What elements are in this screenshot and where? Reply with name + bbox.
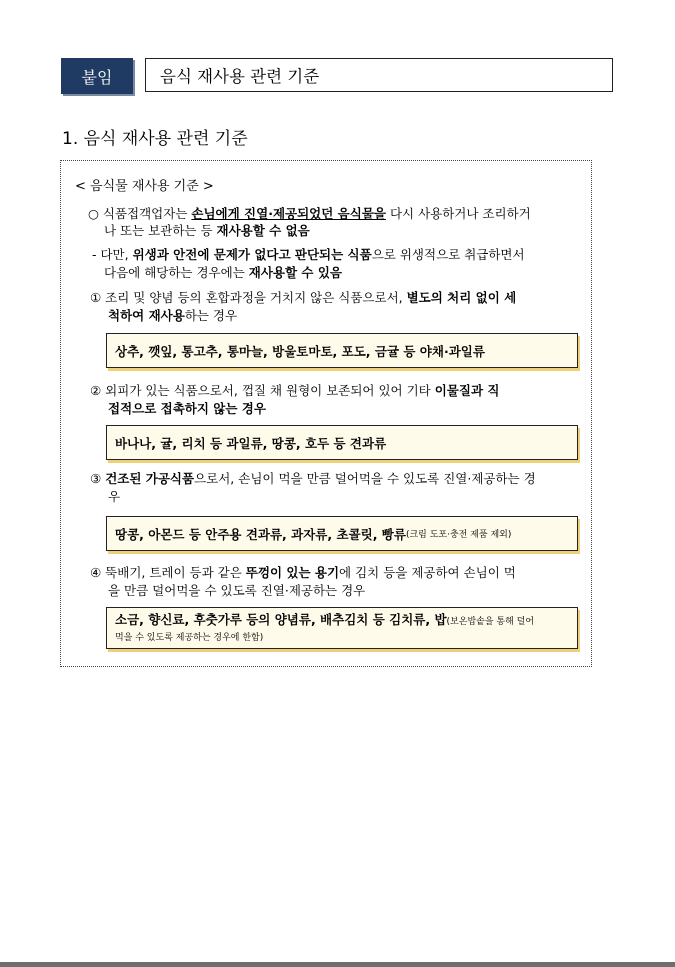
item2-example-box: 바나나, 귤, 리치 등 과일류, 땅콩, 호두 등 견과류 <box>106 425 578 460</box>
box-subtitle: < 음식물 재사용 기준 > <box>75 179 214 194</box>
text-bold: 척하여 재사용 <box>108 308 185 323</box>
item1-line-2 <box>108 307 237 324</box>
dash-line-1 <box>92 246 525 263</box>
item1-example-box: 상추, 깻잎, 통고추, 통마늘, 방울토마토, 포도, 금귤 등 야채·과일류 <box>106 333 578 368</box>
attachment-tag: 붙임 <box>61 58 133 94</box>
text-bold: 소금, 향신료, 후춧가루 등의 양념류, 배추김치 등 김치류, 밥 <box>115 612 447 627</box>
example-note: (크림 도포·충전 제품 제외) <box>405 530 512 540</box>
item3-line-2: 우 <box>108 489 121 504</box>
text: 에 김치 등을 제공하여 손님이 먹 <box>339 565 516 580</box>
item3-line-1 <box>90 470 536 487</box>
text: ④ 뚝배기, 트레이 등과 같은 <box>90 565 246 580</box>
text: 으로서, 손님이 먹을 만큼 덜어먹을 수 있도록 진열·제공하는 경 <box>194 471 536 486</box>
page-bottom-bar <box>0 962 675 967</box>
document-title: 음식 재사용 관련 기준 <box>145 58 613 92</box>
text: 하는 경우 <box>184 308 238 323</box>
text: 나 또는 보관하는 등 <box>104 223 217 238</box>
text-bold: 건조된 가공식품 <box>105 471 195 486</box>
text: - 다만, <box>92 247 133 262</box>
example-note: (보온밥솥을 통해 덜어 <box>446 617 535 627</box>
text-bold: 별도의 처리 없이 세 <box>406 290 517 305</box>
text-bold: 재사용할 수 없음 <box>216 223 310 238</box>
text-underlined: 손님에게 진열·제공되었던 음식물을 <box>191 206 386 221</box>
text-bold: 재사용할 수 있음 <box>248 265 342 280</box>
dash-line-2 <box>104 264 342 281</box>
item4-line-2: 을 만큼 덜어먹을 수 있도록 진열·제공하는 경우 <box>108 583 366 598</box>
item4-example-line-1 <box>115 612 577 630</box>
item1-line-1 <box>90 289 516 306</box>
text-bold: 위생과 안전에 문제가 없다고 판단되는 식품 <box>132 247 372 262</box>
text-bold: 땅콩, 아몬드 등 안주용 견과류, 과자류, 초콜릿, 빵류 <box>115 526 406 542</box>
bullet-line-2 <box>104 222 310 239</box>
bullet-line-1 <box>88 205 531 222</box>
text: 다음에 해당하는 경우에는 <box>104 265 249 280</box>
text: ③ <box>90 471 106 486</box>
item4-example-box <box>106 607 578 649</box>
text: 으로 위생적으로 취급하면서 <box>371 247 525 262</box>
section-heading: 1. 음식 재사용 관련 기준 <box>62 129 248 149</box>
text: ○ 식품접객업자는 <box>88 206 192 221</box>
item4-example-line-2: 먹을 수 있도록 제공하는 경우에 한함) <box>115 633 264 643</box>
item2-line-2: 접적으로 접촉하지 않는 경우 <box>108 401 266 416</box>
item3-example-box <box>106 516 578 551</box>
text-bold: 이물질과 직 <box>434 383 500 398</box>
item2-line-1 <box>90 382 499 399</box>
text: ② 외피가 있는 식품으로서, 껍질 채 원형이 보존되어 있어 기타 <box>90 383 435 398</box>
item4-line-1 <box>90 564 516 581</box>
text: ① 조리 및 양념 등의 혼합과정을 거치지 않은 식품으로서, <box>90 290 407 305</box>
text-bold: 뚜껑이 있는 용기 <box>245 565 340 580</box>
text: 다시 사용하거나 조리하거 <box>385 206 531 221</box>
